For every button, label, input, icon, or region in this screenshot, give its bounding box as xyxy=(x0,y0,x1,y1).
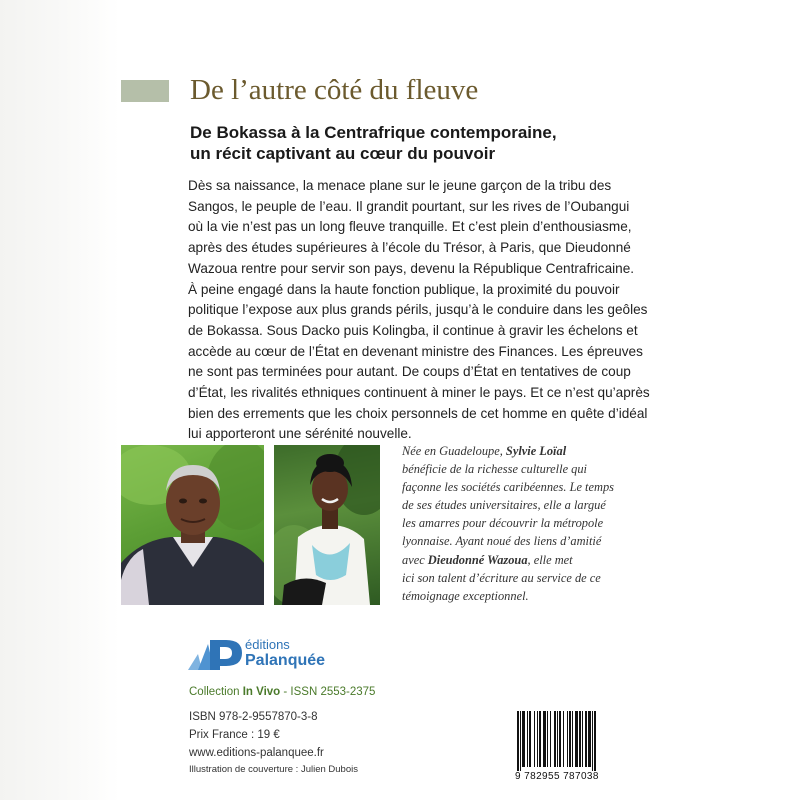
barcode-bar xyxy=(520,711,521,771)
publisher-logo-icon xyxy=(186,636,244,672)
cover-credit: Illustration de couverture : Julien Dubois xyxy=(189,764,358,775)
barcode-bar xyxy=(572,711,573,767)
barcode-bar xyxy=(527,711,528,767)
synopsis-line: lui apporteront une sérénité nouvelle. xyxy=(188,426,412,442)
author-name-sylvie: Sylvie Loïal xyxy=(505,444,567,458)
synopsis-line: Wazoua rentre pour servir son pays, devenu la République Centrafricaine. xyxy=(188,260,635,276)
synopsis-line: Dès sa naissance, la menace plane sur le jeune garçon de la tribu des xyxy=(188,178,612,193)
barcode-bar xyxy=(585,711,587,767)
barcode-bar xyxy=(575,711,578,767)
collection-line xyxy=(189,686,375,698)
bio-line: les amarres pour découvrir la métropole xyxy=(402,516,604,531)
synopsis-line: bien des errements que les choix personnels de cet homme en quête d’idéal xyxy=(188,405,648,421)
barcode-bar xyxy=(563,711,564,767)
barcode xyxy=(515,711,627,773)
isbn: ISBN 978-2-9557870-3-8 xyxy=(189,711,318,723)
barcode-bar xyxy=(547,711,548,767)
bio-line: de ses études universitaires, elle a largué xyxy=(402,498,606,513)
book-title: De l’autre côté du fleuve xyxy=(190,74,479,106)
spine-edge xyxy=(0,0,120,800)
bio-line xyxy=(402,442,672,460)
barcode-digits: 9 782955 787038 xyxy=(515,771,599,782)
bio-line: ici son talent d’écriture au service de ce xyxy=(402,570,601,585)
synopsis-line: politique l’expose aux plus grands périls, jusqu’à le conduire dans les geôles xyxy=(188,302,648,318)
barcode-bar xyxy=(529,711,531,767)
synopsis-line: d’État, les rivalités ethniques continuent à miner le pays. Et ce n’est qu’après xyxy=(188,385,650,401)
subtitle-line: De Bokassa à la Centrafrique contemporaine, xyxy=(190,123,557,142)
synopsis-line: après des études supérieures à l’école du Trésor, à Paris, que Dieudonné xyxy=(188,240,631,256)
bio-line xyxy=(402,551,672,569)
barcode-bar xyxy=(522,711,525,767)
barcode-bar xyxy=(582,711,583,767)
bio-text: Née en Guadeloupe, xyxy=(402,444,506,458)
author-photo-woman xyxy=(274,445,380,605)
collection-issn: - ISSN 2553-2375 xyxy=(280,686,376,698)
barcode-bars-icon xyxy=(515,711,627,771)
synopsis-line: À peine engagé dans la haute fonction publique, la proximité du pouvoir xyxy=(188,281,620,297)
barcode-bar xyxy=(534,711,535,767)
barcode-bar xyxy=(537,711,538,767)
barcode-bar xyxy=(569,711,571,767)
barcode-bar xyxy=(539,711,541,767)
barcode-bar xyxy=(567,711,568,767)
bio-line: façonne les sociétés caribéennes. Le temps xyxy=(402,480,614,495)
author-bio xyxy=(402,442,672,605)
bio-text: avec xyxy=(402,552,428,567)
barcode-bar xyxy=(517,711,519,771)
barcode-bar xyxy=(550,711,551,767)
collection-name: In Vivo xyxy=(242,686,281,698)
woman-portrait-illustration xyxy=(274,445,380,605)
website: www.editions-palanquee.fr xyxy=(189,747,324,759)
book-subtitle xyxy=(190,122,650,164)
barcode-bar xyxy=(554,711,556,767)
collection-prefix: Collection xyxy=(189,686,243,698)
publisher-name-bottom: Palanquée xyxy=(245,652,326,669)
bio-line: lyonnaise. Ayant noué des liens d’amitié xyxy=(402,534,602,549)
synopsis-line: de Bokassa. Sous Dacko puis Kolingba, il continue à gravir les échelons et xyxy=(188,322,638,338)
barcode-bar xyxy=(543,711,546,767)
synopsis xyxy=(188,176,673,445)
price: Prix France : 19 € xyxy=(189,729,280,741)
barcode-bar xyxy=(557,711,558,767)
barcode-bar xyxy=(592,711,593,771)
synopsis-line: ne sont pas terminées pour autant. De coups d’État en tentatives de coup xyxy=(188,364,631,380)
barcode-bar xyxy=(559,711,561,767)
barcode-bar xyxy=(579,711,581,767)
bio-text: , elle met xyxy=(527,552,573,567)
man-portrait-illustration xyxy=(121,445,264,605)
title-accent-bar xyxy=(121,80,169,102)
synopsis-line: où la vie n’est pas un long fleuve tranquille. Et c’est plein d’enthousiasme, xyxy=(188,219,632,235)
publisher-name-top: éditions xyxy=(245,637,290,652)
bio-line: témoignage exceptionnel. xyxy=(402,588,529,603)
bio-line: bénéficie de la richesse culturelle qui xyxy=(402,462,587,477)
barcode-bar xyxy=(594,711,596,771)
author-photo-man xyxy=(121,445,264,605)
barcode-bar xyxy=(588,711,591,767)
synopsis-line: Sangos, le peuple de l’eau. Il grandit pourtant, sur les rives de l’Oubangui xyxy=(188,198,630,214)
author-name-dieudonne: Dieudonné Wazoua xyxy=(427,552,528,567)
synopsis-line: accède au cœur de l’État en devenant ministre des Finances. Les épreuves xyxy=(188,343,643,359)
subtitle-line: un récit captivant au cœur du pouvoir xyxy=(190,144,496,163)
